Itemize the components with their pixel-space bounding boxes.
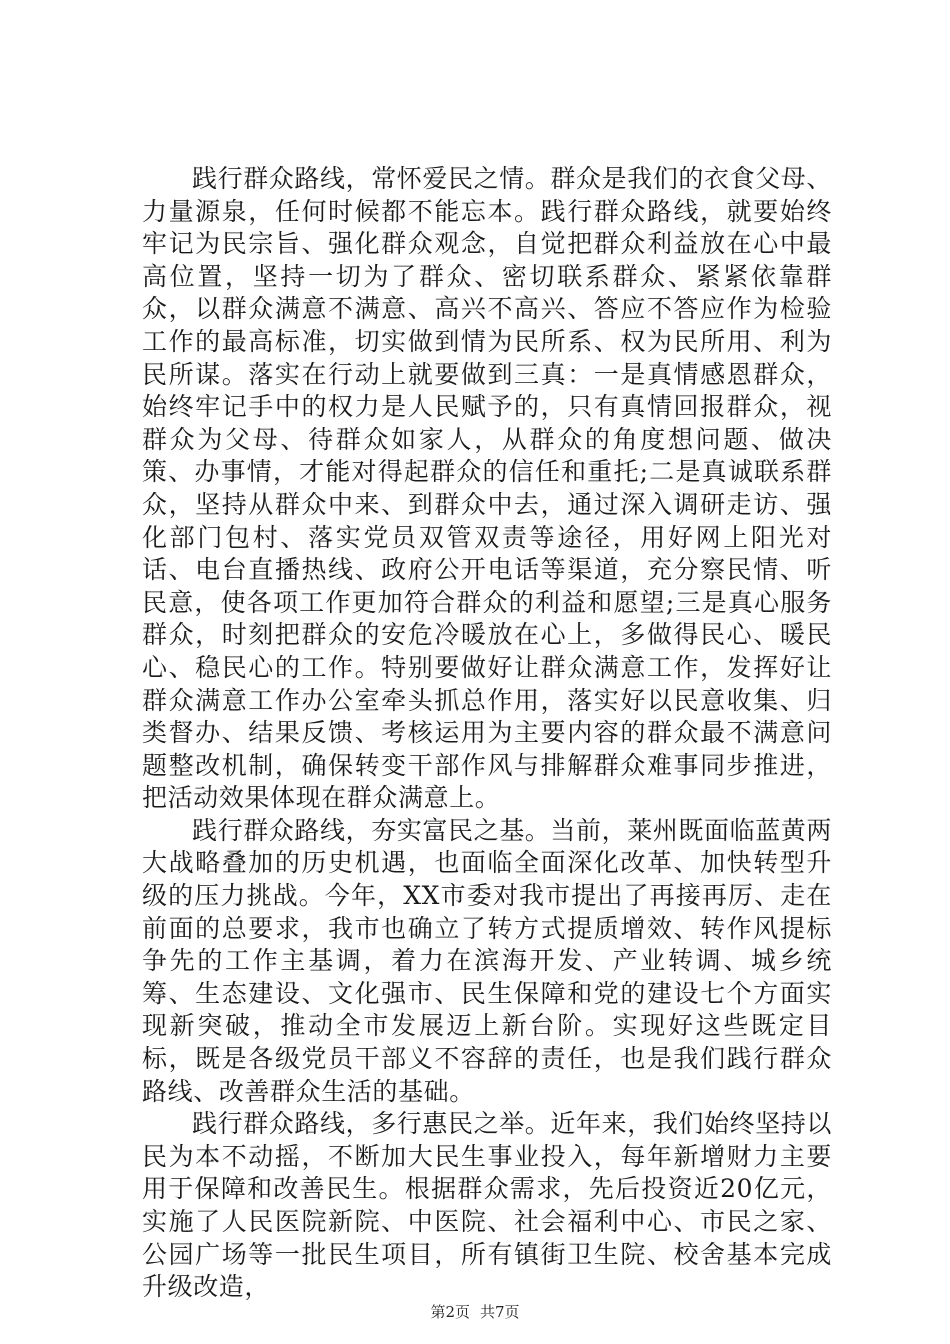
page-number: 第2页 [430,1303,470,1321]
page-footer [0,1301,950,1322]
document-body [142,163,832,1304]
paragraph: 践行群众路线，多行惠民之举。近年来，我们始终坚持以民为本不动摇，不断加大民生事业投入，每年新增财力主要用于保障和改善民生。根据群众需求，先后投资近20亿元，实施了人民医院新院、中医院、社会福利中心、市民之家、公园广场等一批民生项目，所有镇街卫生院、校舍基本完成升级改造， [142,1109,833,1302]
paragraph: 践行群众路线，夯实富民之基。当前，莱州既面临蓝黄两大战略叠加的历史机遇，也面临全面深化改革、加快转型升级的压力挑战。今年，XX市委对我市提出了再接再厉、走在前面的总要求，我市也确立了转方式提质增效、转作风提标争先的工作主基调，着力在滨海开发、产业转调、城乡统筹、生态建设、文化强市、民生保障和党的建设七个方面实现新突破，推动全市发展迈上新台阶。实现好这些既定目标，既是各级党员干部义不容辞的责任，也是我们践行群众路线、改善群众生活的基础。 [142,815,833,1106]
page-total: 共7页 [480,1303,520,1321]
paragraph: 践行群众路线，常怀爱民之情。群众是我们的衣食父母、力量源泉，任何时候都不能忘本。践行群众路线，就要始终牢记为民宗旨、强化群众观念，自觉把群众利益放在心中最高位置，坚持一切为了群众、密切联系群众、紧紧依靠群众，以群众满意不满意、高兴不高兴、答应不答应作为检验工作的最高标准，切实做到情为民所系、权为民所用、利为民所谋。落实在行动上就要做到三真：一是真情感恩群众，始终牢记手中的权力是人民赋予的，只有真情回报群众，视群众为父母、待群众如家人，从群众的角度想问题、做决策、办事情，才能对得起群众的信任和重托;二是真诚联系群众，坚持从群众中来、到群众中去，通过深入调研走访、强化部门包村、落实党员双管双责等途径，用好网上阳光对话、电台直播热线、政府公开电话等渠道，充分察民情、听民意，使各项工作更加符合群众的利益和愿望;三是真心服务群众，时刻把群众的安危冷暖放在心上，多做得民心、暖民心、稳民心的工作。特别要做好让群众满意工作，发挥好让群众满意工作办公室牵头抓总作用，落实好以民意收集、归类督办、结果反馈、考核运用为主要内容的群众最不满意问题整改机制，确保转变干部作风与排解群众难事同步推进，把活动效果体现在群众满意上。 [142,164,833,813]
